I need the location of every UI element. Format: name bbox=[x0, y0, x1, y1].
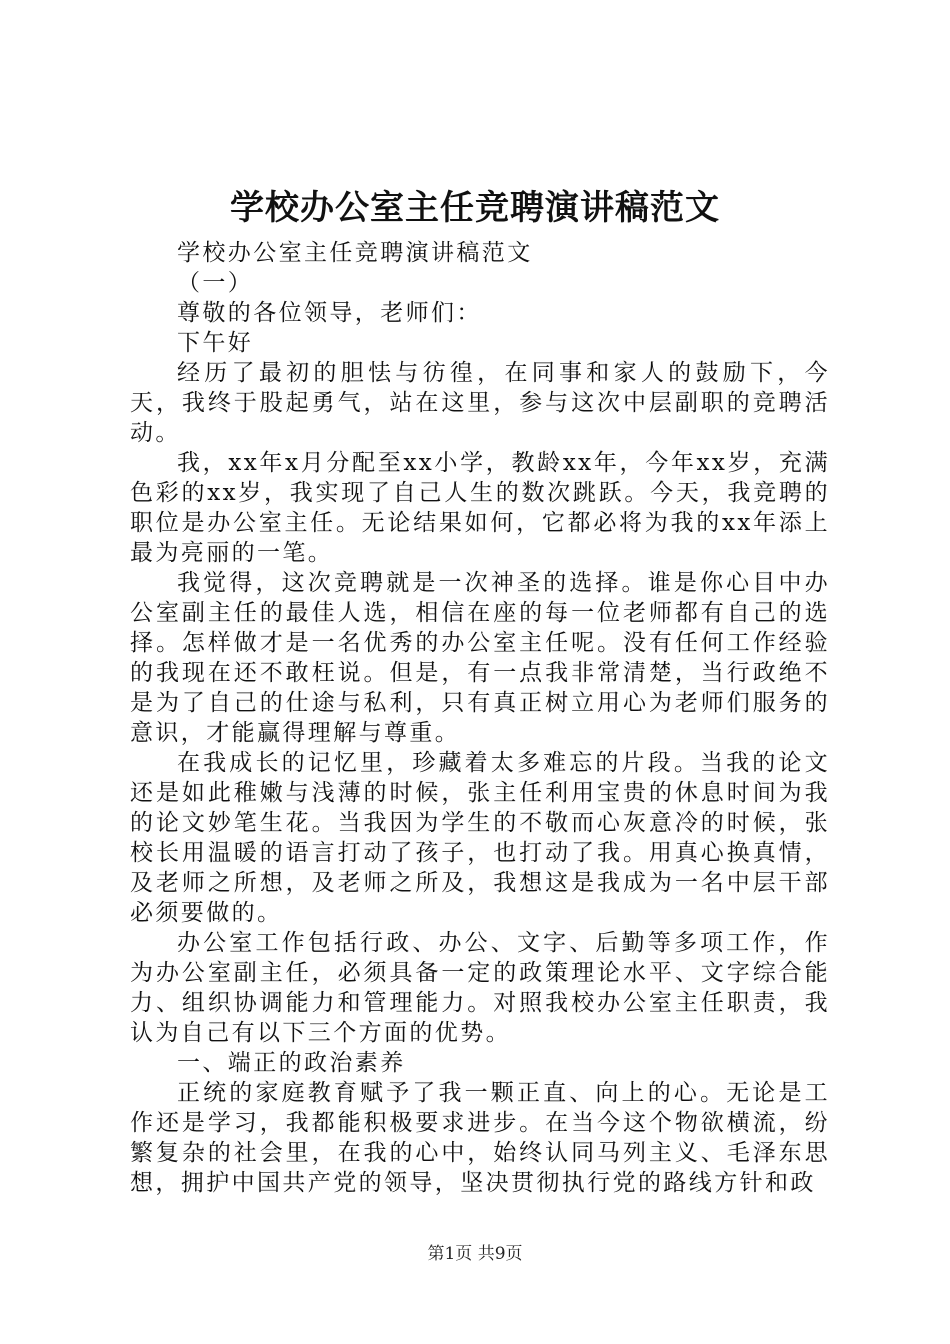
paragraph-office-duties: 办公室工作包括行政、办公、文字、后勤等多项工作，作为办公室副主任，必须具备一定的政策理论水平、文字综合能力、组织协调能力和管理能力。对照我校办公室主任职责，我认为自己有以下三个方面的优势。 bbox=[130, 930, 830, 1046]
paragraph-salutation: 尊敬的各位领导，老师们： bbox=[177, 300, 482, 326]
paragraph-introduction: 我，xx年x月分配至xx小学，教龄xx年，今年xx岁，充满色彩的xx岁，我实现了自己人生的数次跳跃。今天，我竞聘的职位是办公室主任。无论结果如何，它都必将为我的xx年添上最为亮丽的一笔。 bbox=[130, 450, 830, 566]
paragraph-choice: 我觉得，这次竞聘就是一次神圣的选择。谁是你心目中办公室副主任的最佳人选，相信在座的每一位老师都有自己的选择。怎样做才是一名优秀的办公室主任呢。没有任何工作经验的我现在还不敢枉说。但是，有一点我非常清楚，当行政绝不是为了自己的仕途与私利，只有真正树立用心为老师们服务的意识，才能赢得理解与尊重。 bbox=[130, 570, 830, 746]
paragraph-political-quality: 正统的家庭教育赋予了我一颗正直、向上的心。无论是工作还是学习，我都能积极要求进步。在当今这个物欲横流，纷繁复杂的社会里，在我的心中，始终认同马列主义、毛泽东思想，拥护中国共产党的领导，坚决贯彻执行党的路线方针和政 bbox=[130, 1080, 830, 1196]
page-number-footer: 第1页 共9页 bbox=[427, 1244, 523, 1264]
paragraph-opening: 经历了最初的胆怯与彷徨，在同事和家人的鼓励下，今天，我终于股起勇气，站在这里，参与这次中层副职的竞聘活动。 bbox=[130, 360, 830, 446]
document-body bbox=[130, 238, 830, 1198]
paragraph-section-number: （一） bbox=[177, 270, 254, 296]
paragraph-memories: 在我成长的记忆里，珍藏着太多难忘的片段。当我的论文还是如此稚嫩与浅薄的时候，张主任利用宝贵的休息时间为我的论文妙笔生花。当我因为学生的不敬而心灰意冷的时候，张校长用温暖的语言打动了孩子，也打动了我。用真心换真情，及老师之所想，及老师之所及，我想这是我成为一名中层干部必须要做的。 bbox=[130, 750, 830, 926]
paragraph-heading-1: 一、端正的政治素养 bbox=[177, 1050, 406, 1076]
paragraph-subtitle: 学校办公室主任竞聘演讲稿范文 bbox=[177, 240, 533, 266]
paragraph-greeting: 下午好 bbox=[177, 330, 254, 356]
document-title: 学校办公室主任竞聘演讲稿范文 bbox=[230, 188, 720, 228]
